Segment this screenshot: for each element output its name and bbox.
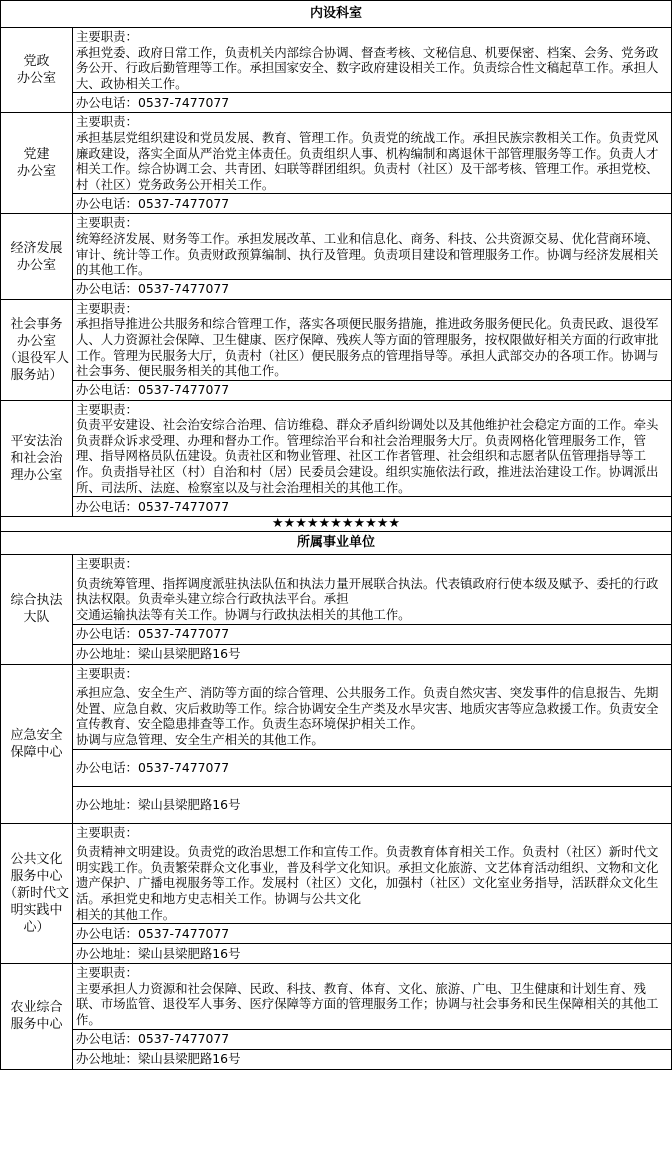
unit-name-law-enforcement	[1, 555, 73, 664]
office-name-party-building	[1, 113, 73, 214]
duty-label: 主要职责：	[76, 665, 138, 681]
duty-label: 主要职责：	[76, 29, 138, 44]
duty-text: 承担基层党组织建设和党员发展、教育、管理工作。负责党的统战工作。承担民族宗教相关工作。负责党风廉政建设，落实全面从严治党主体责任。负责组织人事、机构编制和离退休干部管理服务等工作。负责人才相关工作。综合协调工会、共青团、妇联等群团组织。负责村（社区）及干部考核、管理工作。承担党校、村（社区）党务政务公开相关工作。	[76, 129, 659, 192]
unit-phone: 办公电话：0537-7477077	[73, 624, 672, 644]
office-name-social-affairs	[1, 299, 73, 400]
unit-name-emergency	[1, 664, 73, 823]
duty-text: 主要承担人力资源和社会保障、民政、科技、教育、体育、文化、旅游、广电、卫生健康和计划生育、残联、市场监管、退役军人事务、医疗保障等方面的管理服务工作；协调与社会事务和民生保障相关的其他工作。	[76, 980, 659, 1027]
office-phone: 办公电话：0537-7477077	[73, 194, 672, 214]
section-title-units: 所属事业单位	[1, 532, 672, 555]
office-name: 经济发展 办公室	[10, 240, 63, 273]
unit-name: 综合执法 大队	[10, 593, 63, 626]
unit-name-culture	[1, 823, 73, 964]
office-phone: 办公电话：0537-7477077	[73, 93, 672, 113]
unit-address: 办公地址：梁山县梁肥路16号	[73, 1049, 672, 1069]
office-desc-safety-governance	[73, 400, 672, 497]
unit-phone: 办公电话：0537-7477077	[73, 749, 672, 786]
unit-phone: 办公电话：0537-7477077	[73, 1029, 672, 1049]
duty-text: 承担指导推进公共服务和综合管理工作，落实各项便民服务措施，推进政务服务便民化。负责民政、退役军人、人力资源社会保障、卫生健康、医疗保障、残疾人等方面的管理服务，按权限做好相关方面的行政审批工作。管理为民服务大厅，负责村（社区）便民服务点的管理指导等。承担人武部交办的各项工作。协调与社会事务、便民服务相关的其他工作。	[76, 316, 659, 379]
unit-name: 公共文化 服务中心 （新时代文 明实践中 心）	[3, 851, 69, 935]
office-name-economy	[1, 214, 73, 299]
duty-text: 负责统筹管理、指挥调度派驻执法队伍和执法力量开展联合执法。代表镇政府行使本级及赋予、委托的行政执法权限。负责牵头建立综合行政执法平台。承担 交通运输执法等有关工作。协调与行政执法相关的其他工作。	[76, 575, 659, 623]
duty-label: 主要职责：	[76, 556, 138, 572]
office-name: 平安法治 和社会治 理办公室	[10, 433, 63, 483]
duty-label: 主要职责：	[76, 401, 138, 417]
unit-desc-emergency	[73, 664, 672, 749]
duty-label: 主要职责：	[76, 965, 138, 981]
unit-address: 办公地址：梁山县梁肥路16号	[73, 644, 672, 664]
duty-text: 统筹经济发展、财务等工作。承担发展改革、工业和信息化、商务、科技、公共资源交易、优化营商环境、审计、统计等工作。负责财政预算编制、执行及管理。负责项目建设和管理服务工作。协调与经济发展相关的其他工作。	[76, 230, 659, 278]
unit-address: 办公地址：梁山县梁肥路16号	[73, 944, 672, 964]
unit-address: 办公地址：梁山县梁肥路16号	[73, 786, 672, 823]
office-phone: 办公电话：0537-7477077	[73, 279, 672, 299]
office-desc-economy	[73, 214, 672, 279]
unit-desc-agriculture	[73, 964, 672, 1029]
unit-phone: 办公电话：0537-7477077	[73, 924, 672, 944]
duty-text: 承担应急、安全生产、消防等方面的综合管理、公共服务工作。负责自然灾害、突发事件的信息报告、先期处置、应急自救、灾后救助等工作。综合协调安全生产类及水旱灾害、地质灾害等应急救援工作。负责安全宣传教育、安全隐患排查等工作。负责生态环境保护相关工作。 协调与应急管理、安全生产相关的其他工作。	[76, 685, 659, 747]
office-name: 党建 办公室	[16, 147, 56, 180]
unit-name: 农业综合 服务中心	[10, 1000, 63, 1033]
duty-label: 主要职责：	[76, 114, 138, 130]
office-name: 社会事务 办公室 （退役军人 服务站）	[3, 316, 69, 383]
unit-desc-culture	[73, 823, 672, 924]
unit-name: 应急安全 保障中心	[10, 727, 63, 760]
duty-label: 主要职责：	[76, 824, 138, 840]
office-name: 党政 办公室	[16, 54, 56, 87]
duty-label: 主要职责：	[76, 215, 138, 231]
office-desc-party-building	[73, 113, 672, 194]
duty-text: 负责精神文明建设。负责党的政治思想工作和宣传工作。负责教育体育相关工作。负责村（社区）新时代文明实践工作。负责繁荣群众文化事业，普及科学文化知识。承担文化旅游、文艺体育活动组织、文物和文化遗产保护、广播电视服务等工作。发展村（社区）文化，加强村（社区）文化室业务指导，活跃群众文化生活。承担党史和地方史志相关工作。协调与公共文化 相关的其他工作。	[76, 844, 659, 922]
office-desc-social-affairs	[73, 299, 672, 380]
duty-label: 主要职责：	[76, 300, 138, 316]
section-title-internal: 内设科室	[1, 1, 672, 28]
office-name-safety-governance	[1, 400, 73, 517]
office-phone: 办公电话：0537-7477077	[73, 497, 672, 517]
office-phone: 办公电话：0537-7477077	[73, 380, 672, 400]
unit-desc-law-enforcement	[73, 555, 672, 624]
office-name-party-gov	[1, 28, 73, 113]
duty-text: 承担党委、政府日常工作，负责机关内部综合协调、督查考核、文秘信息、机要保密、档案、会务、党务政务公开、行政后勤管理等工作。承担国家安全、数字政府建设相关工作。负责综合性文稿起草工作。承担人大、政协相关工作。	[76, 44, 659, 91]
office-desc-party-gov	[73, 28, 672, 93]
duty-text: 负责平安建设、社会治安综合治理、信访维稳、群众矛盾纠纷调处以及其他维护社会稳定方面的工作。牵头负责群众诉求受理、办理和督办工作。管理综治平台和社会治理服务大厅。负责网格化管理服务工作，管理、指导网格员队伍建设。负责社区和物业管理、社区工作者管理、社会组织和志愿者队伍管理指导等工作。负责指导社区（村）自治和村（居）民委员会建设。组织实施依法行政，推进法治建设工作。协调派出所、司法所、法庭、检察室以及与社会治理相关的其他工作。	[76, 417, 659, 495]
unit-name-agriculture	[1, 964, 73, 1069]
star-divider: ★★★★★★★★★★★	[1, 517, 672, 532]
